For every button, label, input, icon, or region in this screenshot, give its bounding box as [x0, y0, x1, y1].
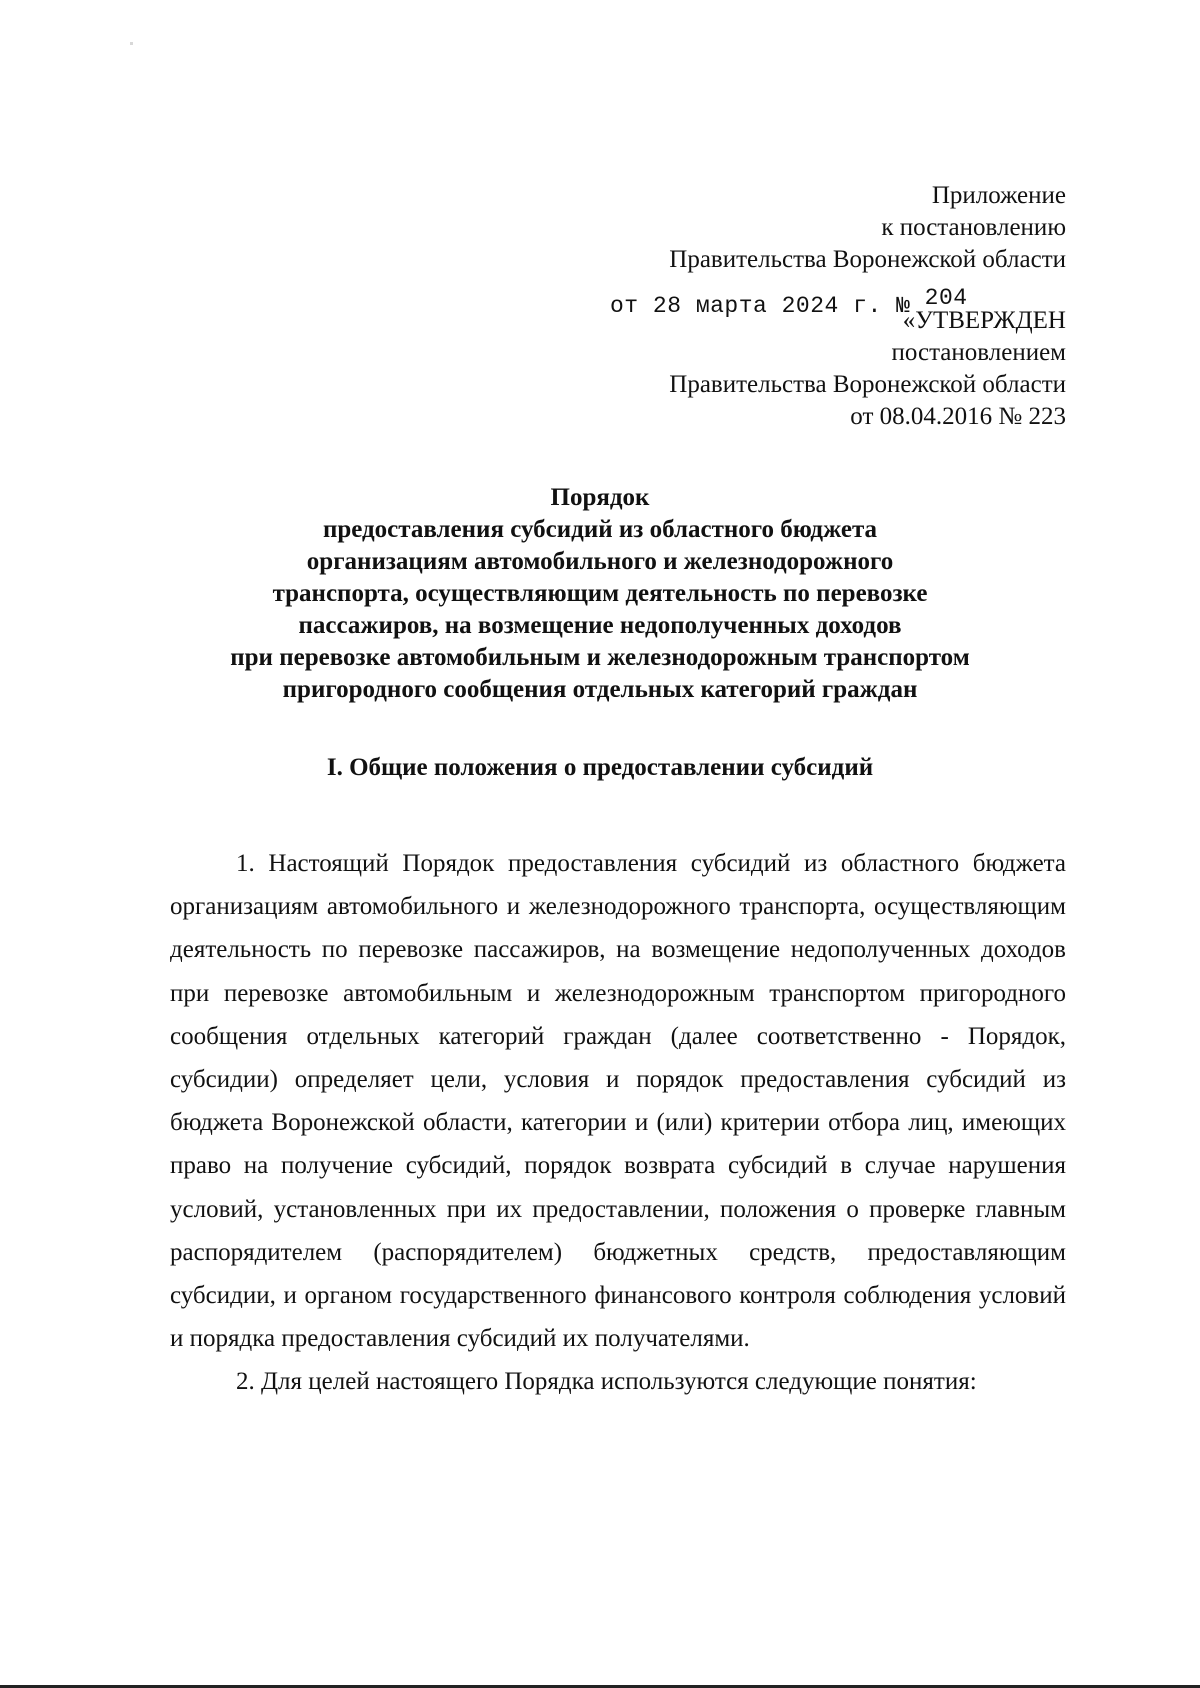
approved-line: от 08.04.2016 № 223: [850, 403, 1066, 430]
document-body: [170, 842, 1066, 1404]
approved-line: Правительства Воронежской области: [669, 371, 1066, 398]
scan-speck: [130, 42, 133, 45]
appendix-line: Правительства Воронежской области: [669, 246, 1066, 273]
title-line: при перевозке автомобильным и железнодорожным транспортом: [230, 644, 970, 671]
approved-block: [669, 305, 1066, 433]
registration-number: 204: [924, 285, 968, 311]
registration-date: от 28 марта 2024 г. №: [610, 293, 911, 319]
title-line: пассажиров, на возмещение недополученных доходов: [298, 612, 902, 639]
title-line: предоставления субсидий из областного бюджета: [322, 516, 878, 543]
paragraph: 1. Настоящий Порядок предоставления субсидий из областного бюджета организациям автомобильного и железнодорожного транспорта, осуществляющим деятельность по перевозке пассажиров, на возмещение недополученных доходов при перевозке автомобильным и железнодорожным транспортом пригородного сообщения отдельных категорий граждан (далее соответственно - Порядок, субсидии) определяет цели, условия и порядок предоставления субсидий из бюджета Воронежской области, категории и (или) критерии отбора лиц, имеющих право на получение субсидий, порядок возврата субсидий в случае нарушения условий, установленных при их предоставлении, положения о проверке главным распорядителем (распорядителем) бюджетных средств, предоставляющим субсидии, и органом государственного финансового контроля соблюдения условий и порядка предоставления субсидий их получателями.: [170, 850, 1066, 1353]
title-line: транспорта, осуществляющим деятельность по перевозке: [272, 580, 928, 607]
title-line: организациям автомобильного и железнодорожного: [306, 548, 894, 575]
title-line: Порядок: [550, 484, 650, 511]
appendix-line: Приложение: [931, 182, 1066, 209]
approved-line: постановлением: [891, 339, 1066, 366]
appendix-line: к постановлению: [881, 214, 1066, 241]
document-title: [0, 482, 1200, 706]
title-line: пригородного сообщения отдельных категорий граждан: [282, 676, 918, 703]
approved-line: «УТВЕРЖДЕН: [902, 307, 1066, 334]
appendix-block: [669, 180, 1066, 276]
paragraph: 2. Для целей настоящего Порядка используются следующие понятия:: [236, 1368, 977, 1396]
section-heading: I. Общие положения о предоставлении субсидий: [326, 754, 874, 781]
